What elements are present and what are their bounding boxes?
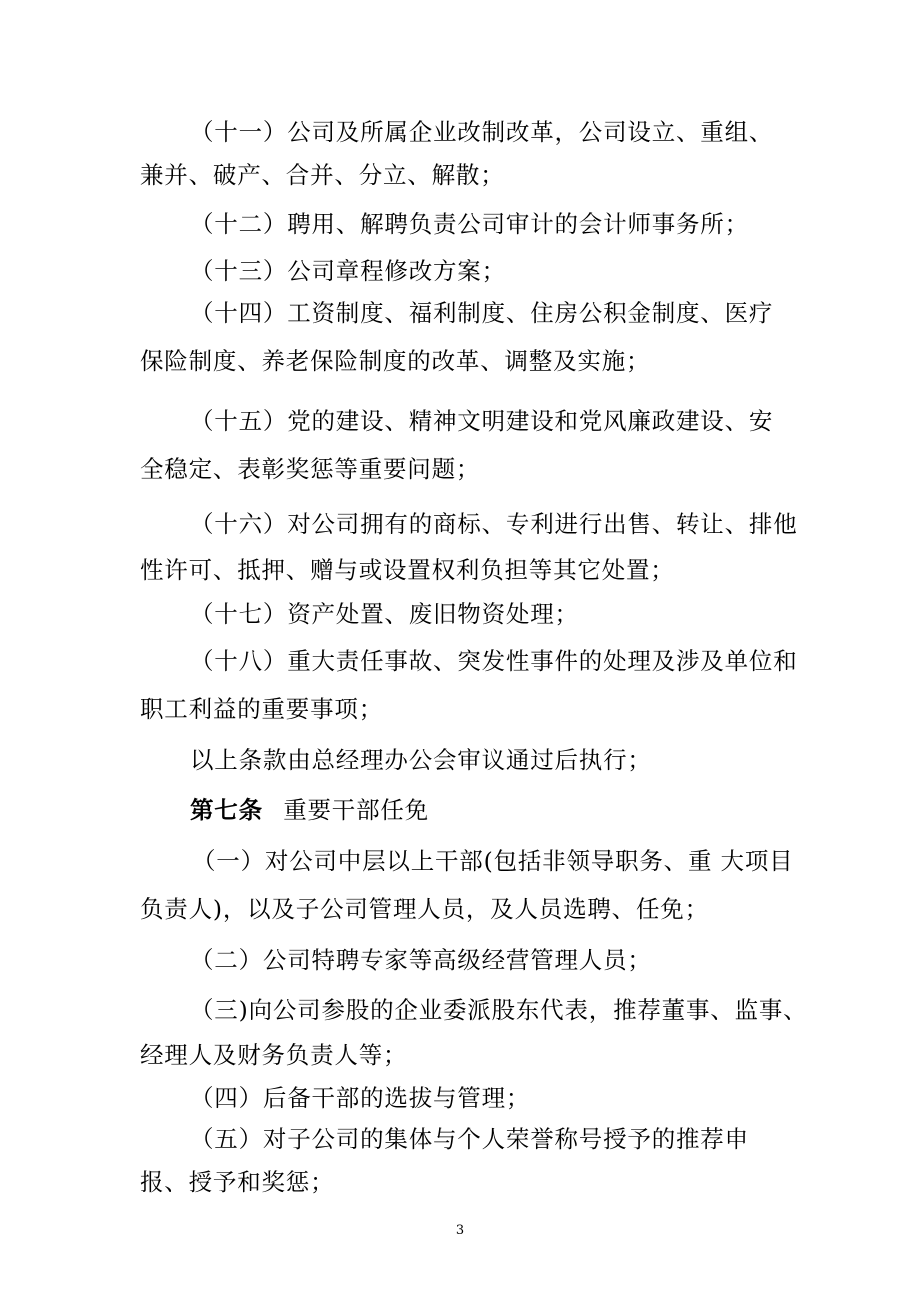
item-3-line-1: （三)向公司参股的企业委派股东代表，推荐董事、监事、 <box>190 996 808 1024</box>
clause-16-line-1: （十六）对公司拥有的商标、专利进行出售、转让、排他 <box>190 510 798 538</box>
clause-14-line-1: （十四）工资制度、福利制度、住房公积金制度、医疗 <box>190 299 774 327</box>
clause-18-line-2: 职工利益的重要事项； <box>140 695 383 723</box>
page-number: 3 <box>455 1223 465 1238</box>
clause-16-line-2: 性许可、抵押、赠与或设置权利负担等其它处置； <box>140 556 675 584</box>
clause-11-line-2: 兼并、破产、合并、分立、解散； <box>140 161 505 189</box>
clause-15-line-1: （十五）党的建设、精神文明建设和党风廉政建设、安 <box>190 407 774 435</box>
article-7-title: 重要干部任免 <box>283 796 429 824</box>
clauses-closing-note: 以上条款由总经理办公会审议通过后执行； <box>190 746 652 774</box>
item-1-line-1: （一）对公司中层以上干部(包括非领导职务、重 大项目 <box>192 847 794 875</box>
clause-17: （十七）资产处置、废旧物资处理； <box>190 600 579 628</box>
clause-11-line-1: （十一）公司及所属企业改制改革，公司设立、重组、 <box>190 118 774 146</box>
clause-18-line-1: （十八）重大责任事故、突发性事件的处理及涉及单位和 <box>190 647 798 675</box>
clause-13: （十三）公司章程修改方案； <box>190 257 506 285</box>
item-4: （四）后备干部的选拔与管理； <box>190 1084 531 1112</box>
item-1-line-2: 负责人)，以及子公司管理人员，及人员选聘、任免； <box>140 895 709 923</box>
clause-14-line-2: 保险制度、养老保险制度的改革、调整及实施； <box>140 347 651 375</box>
item-2: （二）公司特聘专家等高级经营管理人员； <box>190 946 652 974</box>
item-3-line-2: 经理人及财务负责人等； <box>140 1041 408 1069</box>
item-5-line-1: （五）对子公司的集体与个人荣誉称号授予的推荐申 <box>190 1125 749 1153</box>
clause-12: （十二）聘用、解聘负责公司审计的会计师事务所； <box>190 210 749 238</box>
article-7-heading <box>190 795 429 825</box>
item-5-line-2: 报、授予和奖惩； <box>140 1168 335 1196</box>
clause-15-line-2: 全稳定、表彰奖惩等重要问题； <box>140 455 481 483</box>
article-7-number: 第七条 <box>190 796 263 824</box>
